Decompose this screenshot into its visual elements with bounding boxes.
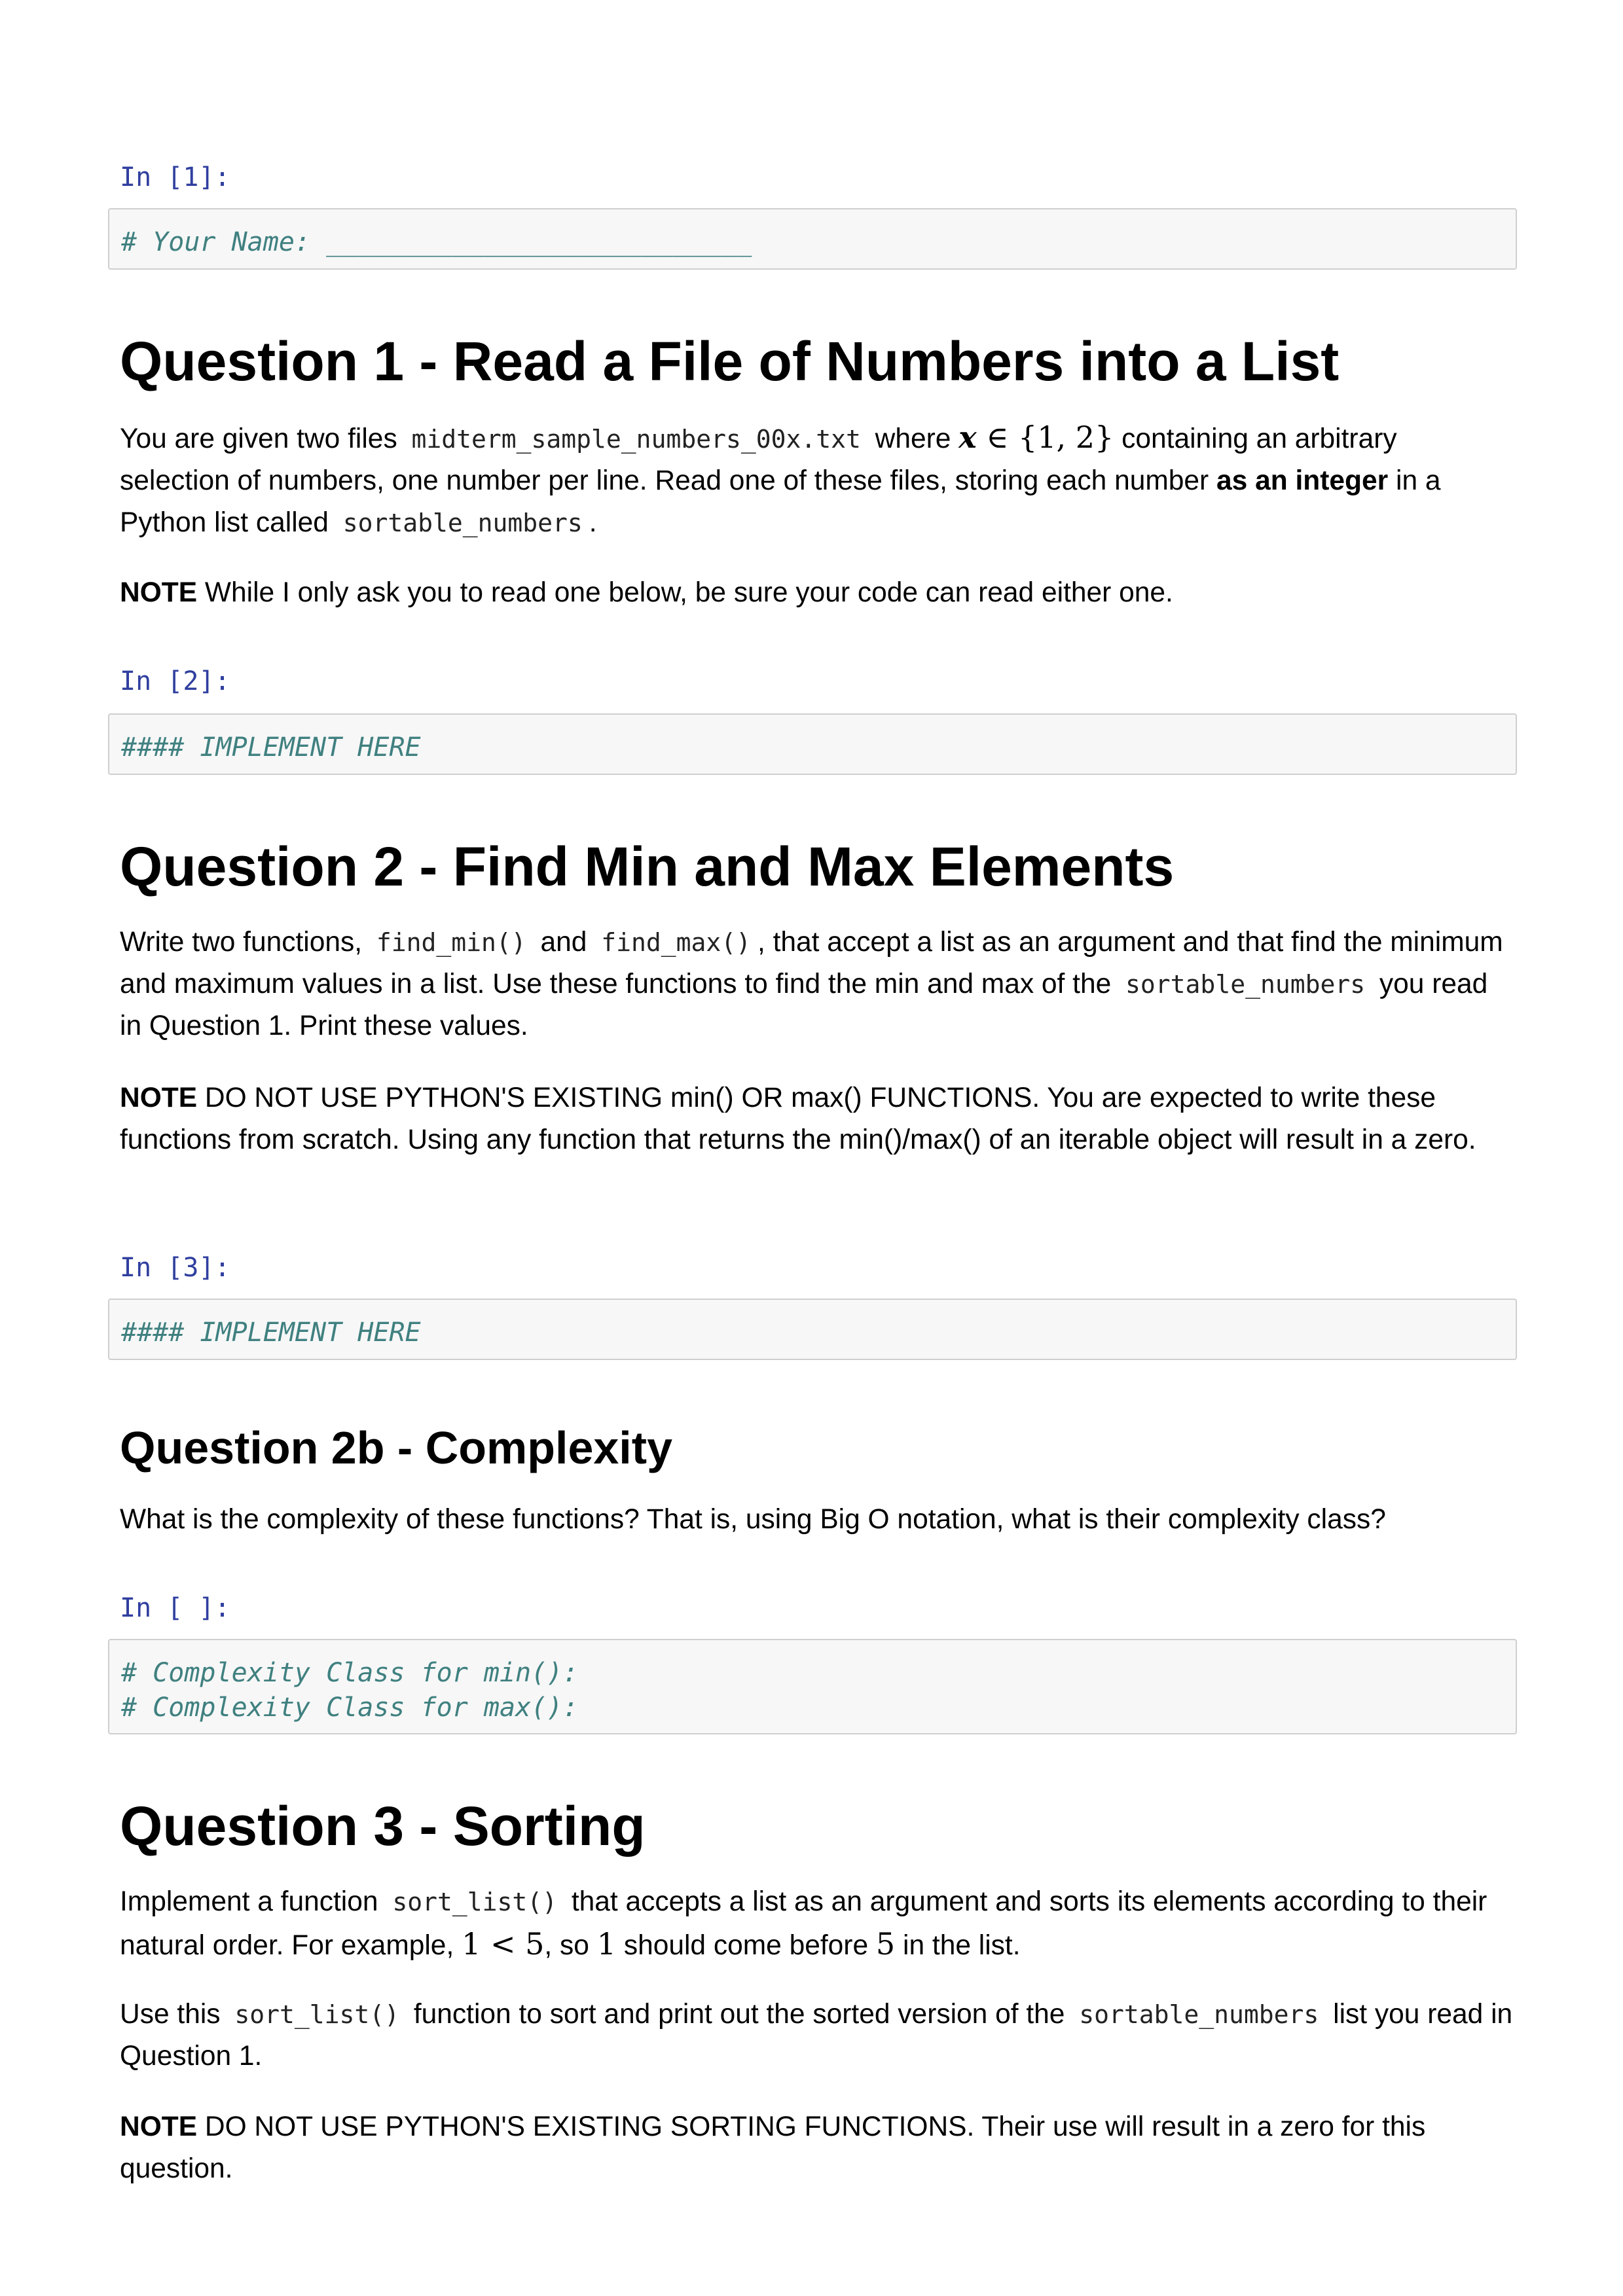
paragraph-text: in the list. [903,1930,1021,1961]
paragraph-text: you read in Question 1. Print these values. [120,969,1488,1041]
question-2b-heading: Question 2b - Complexity [120,1422,672,1473]
paragraph-text: Write two functions, [120,927,363,958]
question-2-note [120,1077,1514,1161]
paragraph-text: and [540,927,587,958]
paragraph-text: list you read in Question 1. [120,1999,1513,2072]
inline-code: find_min() [376,928,526,957]
question-2-heading: Question 2 - Find Min and Max Elements [120,836,1175,897]
inline-code: sortable_numbers [1079,2000,1319,2029]
note-text: While I only ask you to read one below, be sure your code can read either one. [204,577,1173,608]
question-2b-paragraph [120,1499,1514,1541]
code-line: #### IMPLEMENT HERE [121,1318,421,1348]
paragraph-text: should come before [623,1930,869,1961]
cell-prompt: In [2]: [120,666,230,696]
note-text: DO NOT USE PYTHON'S EXISTING min() OR max() FUNCTIONS. You are expected to write these functions from scratch. Using any function that returns the min()/max() of an iterable object will result in a zero. [120,1083,1476,1155]
question-2-paragraph [120,922,1514,1047]
paragraph-text: , so [544,1930,589,1961]
paragraph-text: What is the complexity of these functions? That is, using Big O notation, what is their complexity class? [120,1504,1386,1535]
inline-code: sortable_numbers [1125,970,1366,999]
math-variable: x [958,420,977,455]
paragraph-text: where [875,423,951,454]
paragraph-text: function to sort and print out the sorted version of the [413,1999,1065,2030]
question-3-usage [120,1994,1514,2077]
code-line: # Your Name: ___________________________ [121,227,752,257]
paragraph-text: . [589,507,597,538]
math-expression: 1 [596,1926,616,1962]
paragraph-text: that accepts a list as an argument and sorts its elements according to their natural order. For example, [120,1886,1487,1961]
paragraph-text: You are given two files [120,423,397,454]
cell-prompt: In [1]: [120,162,230,192]
name-code-cell[interactable] [108,208,1517,270]
cell-prompt: In [3]: [120,1253,230,1283]
question-2-code-cell[interactable] [108,1299,1517,1360]
math-expression [958,420,1114,455]
paragraph-text: in a Python list called [120,465,1441,538]
math-expression: 5 [875,1926,896,1962]
question-1-code-cell[interactable] [108,713,1517,775]
inline-code: sortable_numbers [342,509,583,537]
math-set: ∈ {1, 2} [986,420,1114,455]
question-3-paragraph [120,1881,1514,1967]
paragraph-text: Implement a function [120,1886,378,1917]
code-line: # Complexity Class for min(): [121,1658,579,1688]
inline-code: midterm_sample_numbers_00x.txt [411,425,861,454]
note-label: NOTE [120,577,198,608]
bold-text: as an integer [1216,465,1389,496]
math-expression: 1 < 5 [462,1926,545,1962]
paragraph-text: , that accept a list as an argument and that find the minimum and maximum values in a list. Use these functions to find the min and max of the [120,927,1503,999]
paragraph-text: Use this [120,1999,221,2030]
note-label: NOTE [120,2111,198,2142]
inline-code: find_max() [601,928,751,957]
note-text: DO NOT USE PYTHON'S EXISTING SORTING FUNCTIONS. Their use will result in a zero for this question. [120,2111,1426,2184]
code-line: #### IMPLEMENT HERE [121,732,421,762]
cell-prompt: In [ ]: [120,1593,230,1623]
inline-code: sort_list() [234,2000,400,2029]
code-line: # Complexity Class for max(): [121,1693,579,1723]
note-label: NOTE [120,1083,198,1113]
question-3-note [120,2106,1514,2190]
complexity-code-cell[interactable] [108,1639,1517,1734]
question-1-paragraph [120,416,1514,544]
paragraph-text: containing an arbitrary selection of numbers, one number per line. Read one of these files, storing each number [120,423,1397,496]
question-1-note [120,572,1514,614]
question-3-heading: Question 3 - Sorting [120,1795,646,1857]
question-1-heading: Question 1 - Read a File of Numbers into a List [120,331,1340,392]
inline-code: sort_list() [392,1888,557,1916]
